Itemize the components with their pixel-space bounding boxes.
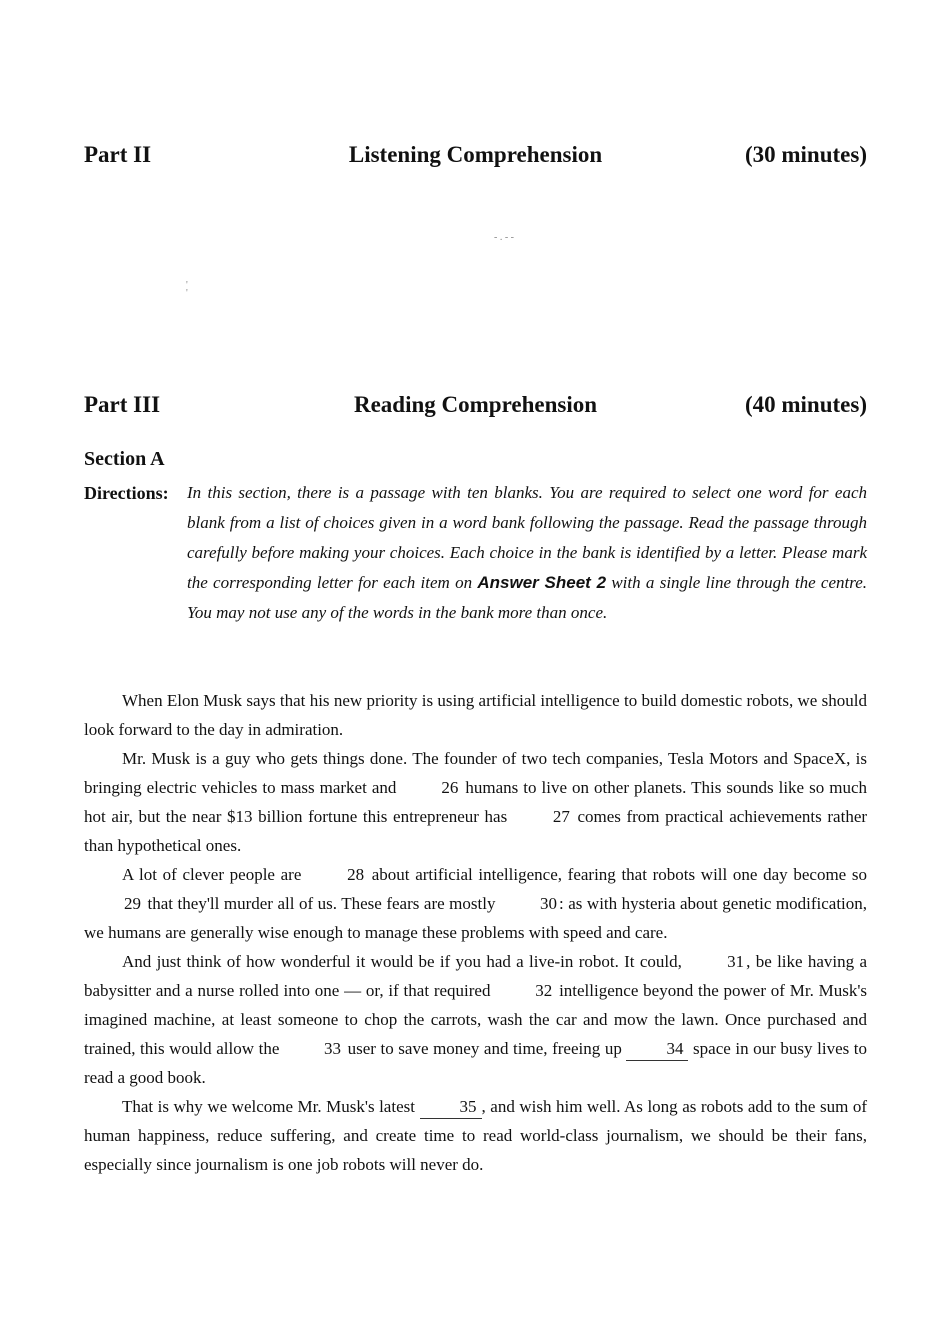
blank-34: 34 — [626, 1038, 688, 1061]
paragraph-5: That is why we welcome Mr. Musk's latest 35 , and wish him well. As long as robots add to the sum of human happiness, reduce suffering, and create time to read world-class journalism, we should be their fans, especially since journalism is one job robots will never do. — [84, 1097, 868, 1174]
paragraph-2: Mr. Musk is a guy who gets things done. The founder of two tech companies, Tesla Motors and SpaceX, is bringing electric vehicles to mass market and 26 humans to live on other planets. This sounds like so much hot air, but the near $13 billion fortune this entrepreneur has 27 comes from practical achievements rather than hypothetical ones. — [84, 749, 868, 855]
blank-28: 28 — [347, 865, 365, 884]
part-iii-header — [84, 392, 867, 422]
directions-text: In this section, there is a passage with ten blanks. You are required to select one word for each blank from a list of choices given in a word bank following the passage. Read the passage through carefully before making your choices. Each choice in the bank is identified by a letter. Please mark the corresponding letter for each item on Answer Sheet 2 with a single line through the centre. You may not use any of the words in the bank more than once. — [187, 483, 868, 622]
directions-label: Directions: — [84, 483, 169, 503]
blank-29: 29 — [124, 894, 141, 913]
part-iii-title: Reading Comprehension — [353, 392, 598, 417]
paragraph-1: When Elon Musk says that his new priority is using artificial intelligence to build domestic robots, we should look forward to the day in admiration. — [84, 691, 867, 739]
blank-32: 32 — [535, 981, 553, 1000]
reading-passage — [84, 686, 867, 1179]
part-ii-time: (30 minutes) — [744, 142, 867, 167]
paragraph-4: And just think of how wonderful it would be if you had a live-in robot. It could, 31 , be like having a babysitter and a nurse rolled into one — or, if that required 32 intelligence beyond the power of Mr. Musk's imagined machine, at least someone to chop the carrots, wash the car and mow the lawn. Once purchased and trained, this would allow the 33 user to save money and time, freeing up 34 space in our busy lives to read a good book. — [84, 947, 867, 1092]
blank-31: 31 — [727, 952, 745, 971]
part-ii-title: Listening Comprehension — [348, 142, 603, 167]
blank-27: 27 — [552, 807, 570, 826]
scan-speck: ' ' — [186, 280, 188, 299]
blank-26: 26 — [441, 778, 459, 797]
blank-35: 35 — [420, 1096, 482, 1119]
blank-33: 33 — [323, 1039, 341, 1058]
directions-block — [84, 478, 867, 628]
part-iii-time: (40 minutes) — [744, 392, 867, 417]
paragraph-3: A lot of clever people are 28 about artificial intelligence, fearing that robots will one day become so 29 that they'll murder all of us. These fears are mostly 30 : as with hysteria about genetic modification, we humans are generally wise enough to manage these problems with speed and care. — [84, 860, 867, 947]
section-heading: Section A — [84, 448, 165, 470]
part-ii-header — [84, 142, 867, 172]
part-ii-label: Part II — [84, 142, 152, 167]
scan-speck: - . - - — [494, 232, 514, 243]
answer-sheet-ref: Answer Sheet 2 — [477, 573, 607, 592]
part-iii-label: Part III — [84, 392, 161, 417]
blank-30: 30 — [540, 894, 557, 913]
